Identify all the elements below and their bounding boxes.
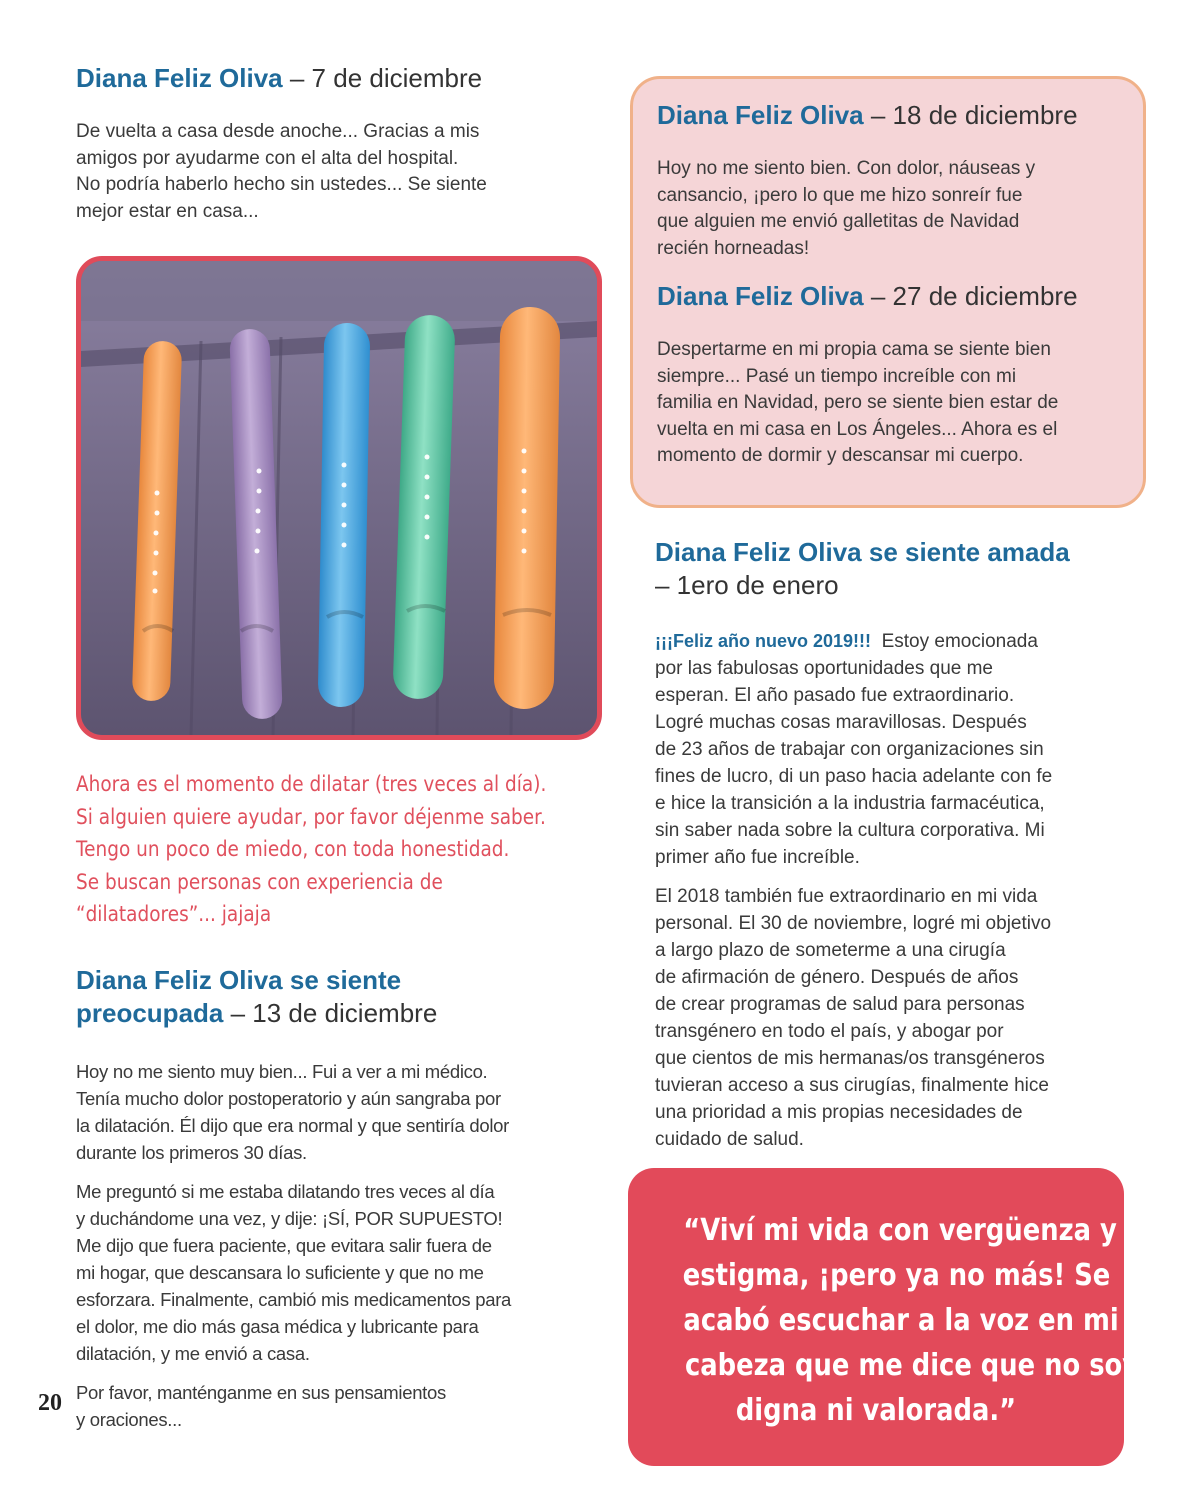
entry-body xyxy=(657,337,1119,470)
body-line: fines de lucro, di un paso hacia adelante con fe xyxy=(655,766,1053,787)
caption-line: Si alguien quiere ayudar, por favor déjenme saber. xyxy=(76,804,546,829)
entry-paragraph xyxy=(76,1178,596,1367)
body-line: esforzara. Finalmente, cambió mis medicamentos para xyxy=(76,1289,512,1310)
orange-large-dilator xyxy=(493,307,560,710)
body-line: dilatación, y me envió a casa. xyxy=(76,1343,310,1364)
body-line: la dilatación. Él dijo que era normal y que sentiría dolor xyxy=(76,1115,510,1136)
body-line: cuidado de salud. xyxy=(655,1129,804,1150)
body-line: Despertarme en mi propia cama se siente bien xyxy=(657,339,1051,360)
body-line: de 23 años de trabajar con organizaciones sin xyxy=(655,739,1044,760)
body-line: Estoy emocionada xyxy=(871,631,1038,652)
highlight-box xyxy=(630,76,1146,508)
quote-line: acabó escuchar a la voz en mi xyxy=(683,1303,1119,1338)
pull-quote xyxy=(628,1168,1140,1466)
photo-caption xyxy=(76,768,547,931)
body-line: de crear programas de salud para personas xyxy=(655,994,1025,1015)
body-line: y oraciones... xyxy=(76,1409,182,1430)
body-line: una prioridad a mis propias necesidades de xyxy=(655,1102,1023,1123)
entry-paragraph xyxy=(655,628,1145,871)
caption-line: Tengo un poco de miedo, con toda honestidad. xyxy=(76,837,510,861)
body-line: vuelta en mi casa en Los Ángeles... Ahora es el xyxy=(657,418,1058,440)
body-line: amigos por ayudarme con el alta del hospital. xyxy=(76,147,459,169)
body-line: Me preguntó si me estaba dilatando tres veces al día xyxy=(76,1181,495,1202)
entry-dec-13 xyxy=(76,964,596,1433)
body-line: de afirmación de género. Después de años xyxy=(655,967,1019,988)
body-line: recién horneadas! xyxy=(657,237,810,259)
body-line: mi hogar, que descansara lo suficiente y que no me xyxy=(76,1262,484,1283)
entry-body xyxy=(76,119,596,225)
body-line: por las fabulosas oportunidades que me xyxy=(655,658,994,679)
blue-dilator xyxy=(318,323,371,708)
body-line: personal. El 30 de noviembre, logré mi objetivo xyxy=(655,913,1052,934)
body-line: cansancio, ¡pero lo que me hizo sonreír fue xyxy=(657,184,1023,206)
body-line: Por favor, manténganme en sus pensamientos xyxy=(76,1382,446,1403)
body-line: siempre... Pasé un tiempo increíble con mi xyxy=(657,365,1017,387)
author-name: Diana Feliz Oliva se siente xyxy=(76,965,402,995)
body-line: sin saber nada sobre la cultura corporativa. Mi xyxy=(655,820,1045,841)
entry-heading xyxy=(657,280,1119,313)
body-line: transgénero en todo el país, y abogar por xyxy=(655,1021,1004,1042)
page-number: 20 xyxy=(38,1390,62,1416)
entry-heading xyxy=(76,964,596,1030)
entry-paragraph xyxy=(655,883,1145,1153)
caption-line: Se buscan personas con experiencia de xyxy=(76,869,443,894)
body-line: De vuelta a casa desde anoche... Gracias a mis xyxy=(76,121,480,142)
entry-paragraph xyxy=(76,1058,596,1166)
body-line: El 2018 también fue extraordinario en mi vida xyxy=(655,886,1038,907)
body-line: esperan. El año pasado fue extraordinario. xyxy=(655,685,1015,706)
dilators-photo xyxy=(76,256,602,740)
body-line: Me dijo que fuera paciente, que evitara salir fuera de xyxy=(76,1235,492,1256)
quote-line: “Viví mi vida con vergüenza y xyxy=(683,1213,1117,1248)
entry-jan-1 xyxy=(655,536,1145,1153)
body-line: Hoy no me siento bien. Con dolor, náuseas y xyxy=(657,158,1036,179)
body-line: y duchándome una vez, y dije: ¡SÍ, POR SUPUESTO! xyxy=(76,1208,503,1229)
quote-line: estigma, ¡pero ya no más! Se xyxy=(682,1258,1111,1293)
entry-date: – 1ero de enero xyxy=(655,570,839,600)
body-line: e hice la transición a la industria farmacéutica, xyxy=(655,793,1045,814)
entry-body xyxy=(657,156,1119,262)
body-line: durante los primeros 30 días. xyxy=(76,1142,307,1163)
entry-date: – 13 de diciembre xyxy=(223,998,438,1028)
author-name: Diana Feliz Oliva xyxy=(657,281,864,311)
author-name: Diana Feliz Oliva xyxy=(76,63,283,93)
body-line: primer año fue increíble. xyxy=(655,847,860,868)
body-line: tuvieran acceso a sus cirugías, finalmente hice xyxy=(655,1075,1049,1096)
author-name: Diana Feliz Oliva se siente amada xyxy=(655,537,1070,567)
feeling-label: preocupada xyxy=(76,998,224,1028)
body-line: momento de dormir y descansar mi cuerpo. xyxy=(657,445,1024,466)
quote-line: digna ni valorada.” xyxy=(735,1393,1017,1428)
entry-heading xyxy=(657,99,1119,132)
quote-line: cabeza que me dice que no soy xyxy=(684,1348,1140,1383)
body-line: a largo plazo de someterme a una cirugía xyxy=(655,940,1006,961)
body-line: No podría haberlo hecho sin ustedes... Se siente xyxy=(76,174,487,195)
body-line: Logré muchas cosas maravillosas. Después xyxy=(655,712,1027,733)
body-line: familia en Navidad, pero se siente bien estar de xyxy=(657,392,1059,413)
caption-line: Ahora es el momento de dilatar (tres veces al día). xyxy=(76,772,547,796)
new-year-greeting: ¡¡¡Feliz año nuevo 2019!!! xyxy=(655,631,872,651)
entry-date: – 18 de diciembre xyxy=(863,100,1078,130)
entry-paragraph xyxy=(76,1379,596,1433)
entry-heading xyxy=(655,536,1145,602)
body-line: que cientos de mis hermanas/os transgéneros xyxy=(655,1048,1045,1069)
entry-date: – 27 de diciembre xyxy=(863,281,1078,311)
body-line: Hoy no me siento muy bien... Fui a ver a mi médico. xyxy=(76,1061,488,1082)
body-line: el dolor, me dio más gasa médica y lubricante para xyxy=(76,1316,479,1337)
entry-dec-7 xyxy=(76,62,596,225)
body-line: que alguien me envió galletitas de Navidad xyxy=(657,211,1020,232)
body-line: mejor estar en casa... xyxy=(76,200,259,222)
author-name: Diana Feliz Oliva xyxy=(657,100,864,130)
entry-heading xyxy=(76,62,596,95)
caption-line: “dilatadores”... jajaja xyxy=(76,902,272,926)
dilators-illustration xyxy=(81,261,597,735)
entry-date: – 7 de diciembre xyxy=(282,63,483,93)
body-line: Tenía mucho dolor postoperatorio y aún sangraba por xyxy=(76,1088,501,1109)
